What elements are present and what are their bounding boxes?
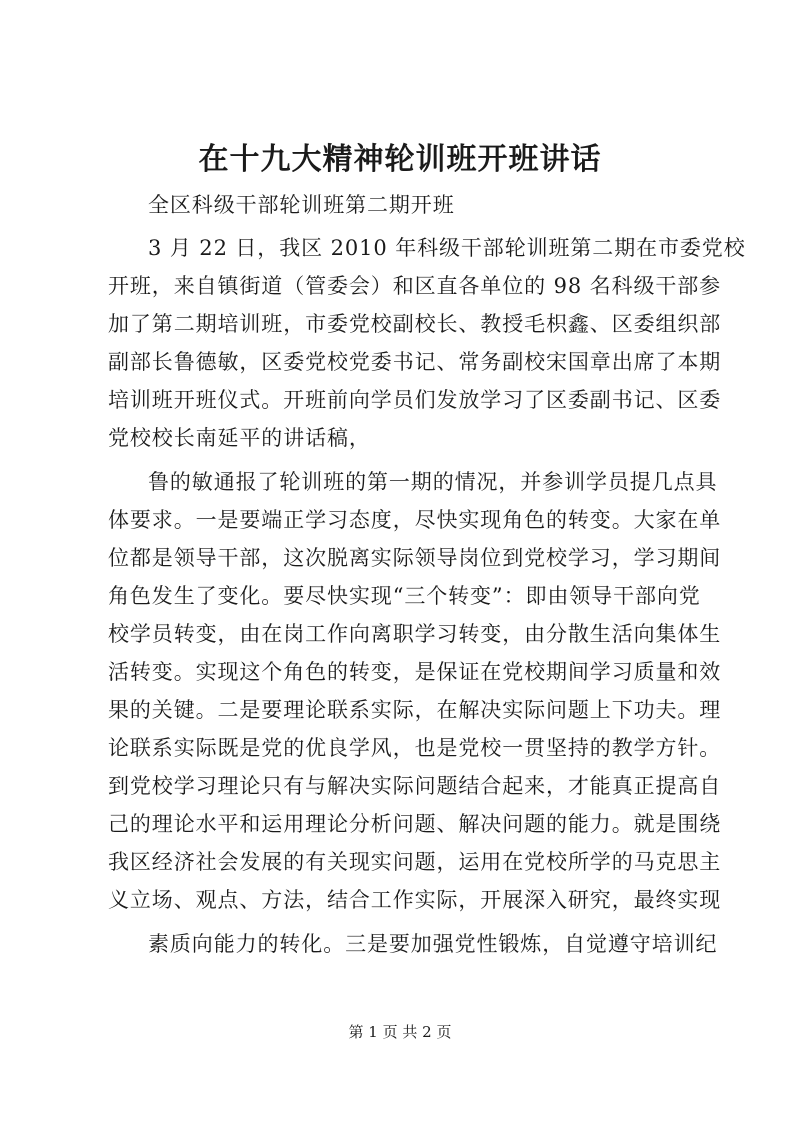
body-line: 鲁的敏通报了轮训班的第一期的情况，并参训学员提几点具 (148, 470, 718, 494)
body-line: 3 月 22 日，我区 2010 年科级干部轮训班第二期在市委党校 (148, 236, 746, 260)
body-line: 位都是领导干部，这次脱离实际领导岗位到党校学习，学习期间 (108, 546, 722, 570)
body-line: 党校校长南延平的讲话稿， (108, 426, 371, 450)
body-line: 素质向能力的转化。三是要加强党性锻炼，自觉遵守培训纪 (148, 932, 718, 956)
subtitle-line: 全区科级干部轮训班第二期开班 (148, 193, 455, 217)
body-line: 培训班开班仪式。开班前向学员们发放学习了区委副书记、区委 (108, 388, 722, 412)
body-line: 体要求。一是要端正学习态度，尽快实现角色的转变。大家在单 (108, 508, 722, 532)
body-line: 我区经济社会发展的有关现实问题，运用在党校所学的马克思主 (108, 850, 722, 874)
body-line: 己的理论水平和运用理论分析问题、解决问题的能力。就是围绕 (108, 812, 722, 836)
document-title: 在十九大精神轮训班开班讲话 (198, 142, 602, 177)
body-line: 到党校学习理论只有与解决实际问题结合起来，才能真正提高自 (108, 774, 722, 798)
body-line: 副部长鲁德敏，区委党校党委书记、常务副校宋国章出席了本期 (108, 350, 722, 374)
page-number-footer: 第 1 页 共 2 页 (348, 1023, 452, 1041)
body-line: 义立场、观点、方法，结合工作实际，开展深入研究，最终实现 (108, 888, 722, 912)
body-line: 加了第二期培训班，市委党校副校长、教授毛枳鑫、区委组织部 (108, 312, 722, 336)
body-line: 校学员转变，由在岗工作向离职学习转变，由分散生活向集体生 (108, 622, 722, 646)
body-line: 角色发生了变化。要尽快实现“三个转变”：即由领导干部向党 (108, 584, 701, 608)
body-line: 活转变。实现这个角色的转变，是保证在党校期间学习质量和效 (108, 660, 722, 684)
body-line: 开班，来自镇街道（管委会）和区直各单位的 98 名科级干部参 (108, 274, 722, 298)
body-line: 果的关键。二是要理论联系实际，在解决实际问题上下功夫。理 (108, 698, 722, 722)
body-line: 论联系实际既是党的优良学风，也是党校一贯坚持的教学方针。 (108, 736, 722, 760)
